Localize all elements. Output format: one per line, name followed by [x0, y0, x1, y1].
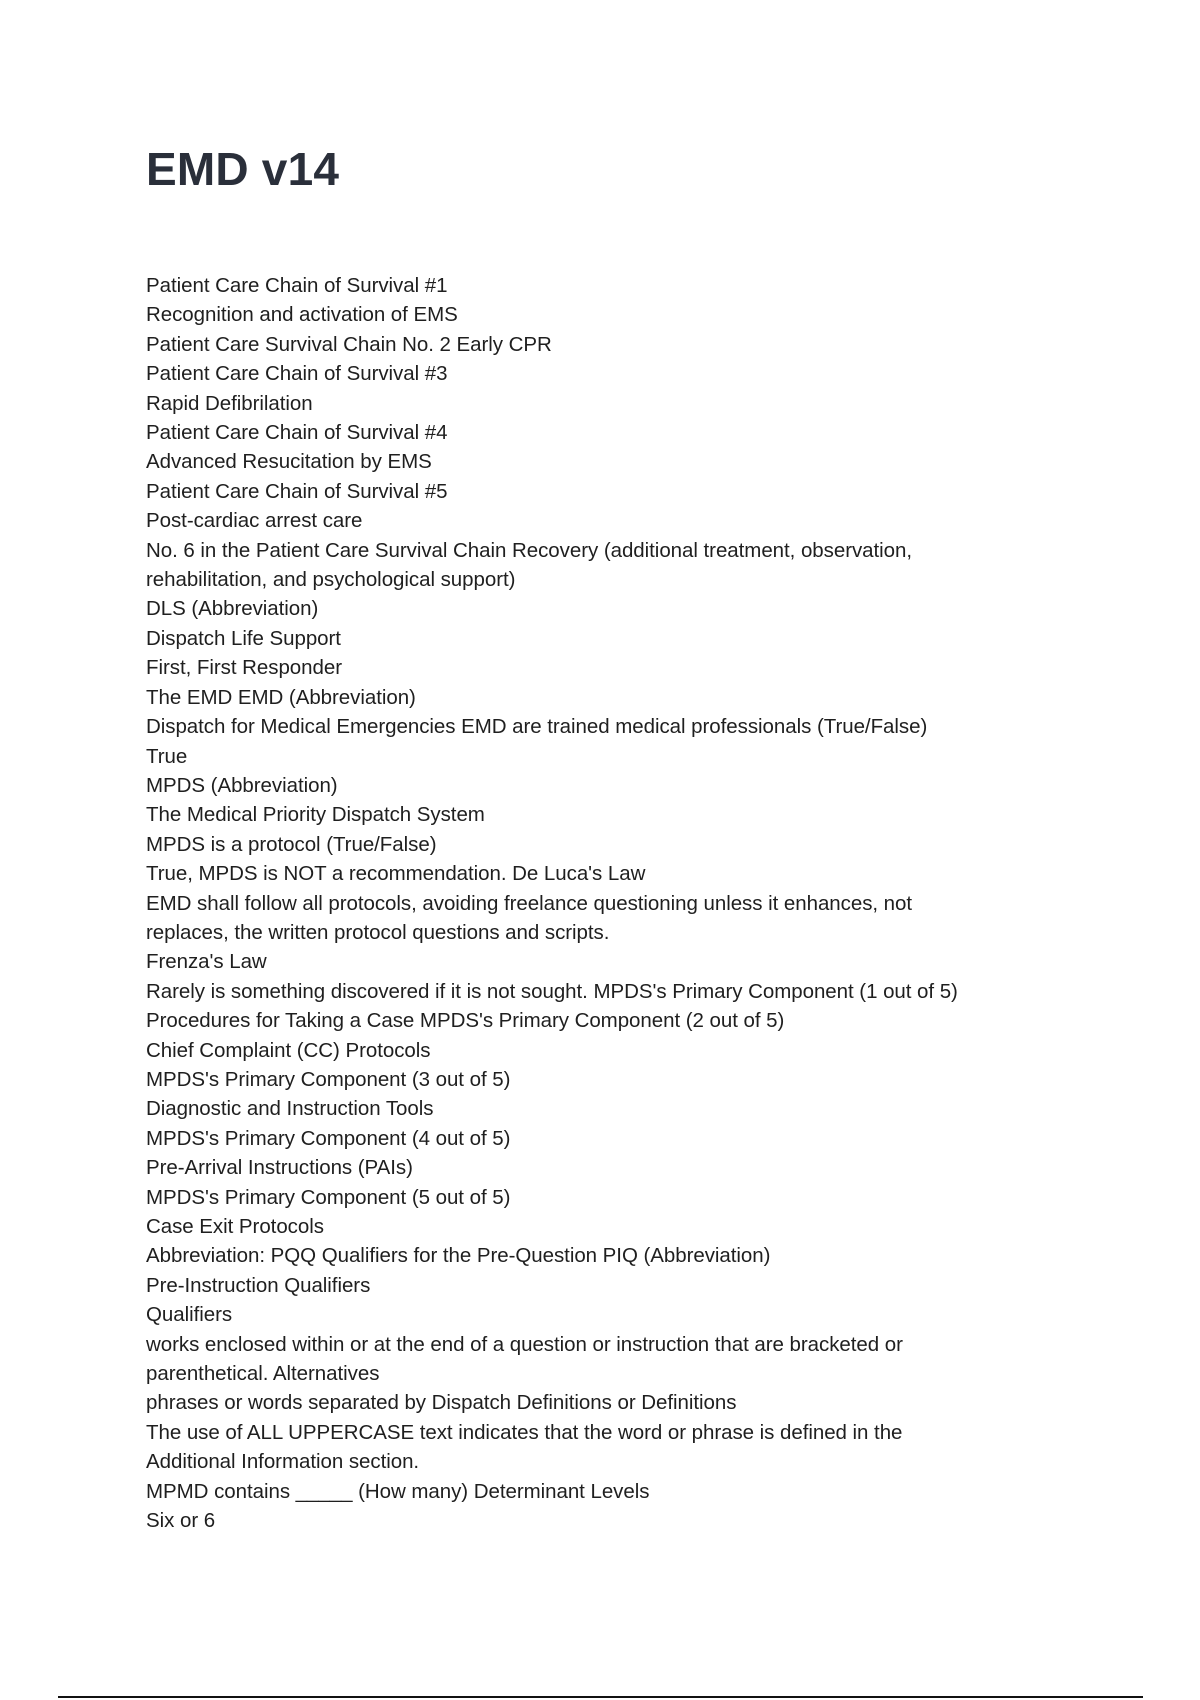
text-line: Pre-Instruction Qualifiers — [146, 1273, 371, 1297]
text-line: MPDS's Primary Component (3 out of 5) — [146, 1067, 511, 1091]
text-line: Abbreviation: PQQ Qualifiers for the Pre-Question PIQ (Abbreviation) — [146, 1244, 771, 1268]
text-line: Patient Care Chain of Survival #5 — [146, 479, 448, 503]
text-line: Recognition and activation of EMS — [146, 303, 458, 327]
text-line: True — [146, 744, 188, 768]
text-line: parenthetical. Alternatives — [146, 1362, 380, 1386]
text-line: Dispatch Life Support — [146, 626, 341, 650]
text-line: MPDS (Abbreviation) — [146, 773, 338, 797]
text-line: Additional Information section. — [146, 1450, 420, 1474]
text-line: MPDS's Primary Component (5 out of 5) — [146, 1185, 511, 1209]
text-line: Diagnostic and Instruction Tools — [146, 1097, 434, 1121]
document-body — [146, 271, 1046, 1535]
text-line: The use of ALL UPPERCASE text indicates that the word or phrase is defined in the — [146, 1420, 903, 1444]
text-line: Rarely is something discovered if it is not sought. MPDS's Primary Component (1 out of 5) — [146, 979, 958, 1003]
text-line: Qualifiers — [146, 1303, 233, 1327]
text-line: Patient Care Survival Chain No. 2 Early CPR — [146, 332, 552, 356]
text-line: Post-cardiac arrest care — [146, 509, 363, 533]
text-line: MPDS's Primary Component (4 out of 5) — [146, 1126, 511, 1150]
page-bottom-rule — [58, 1696, 1143, 1698]
text-line: The EMD EMD (Abbreviation) — [146, 685, 416, 709]
text-line: Dispatch for Medical Emergencies EMD are trained medical professionals (True/False) — [146, 715, 928, 739]
text-line: No. 6 in the Patient Care Survival Chain Recovery (additional treatment, observation, — [146, 538, 913, 562]
text-line: EMD shall follow all protocols, avoiding freelance questioning unless it enhances, not — [146, 891, 913, 915]
text-line: Procedures for Taking a Case MPDS's Primary Component (2 out of 5) — [146, 1009, 785, 1033]
text-line: Pre-Arrival Instructions (PAIs) — [146, 1156, 413, 1180]
text-line: Rapid Defibrilation — [146, 391, 313, 415]
text-line: Case Exit Protocols — [146, 1215, 324, 1238]
text-line: Patient Care Chain of Survival #4 — [146, 421, 448, 445]
text-line: DLS (Abbreviation) — [146, 597, 319, 621]
page-title: EMD v14 — [146, 143, 340, 195]
text-line: Patient Care Chain of Survival #1 — [146, 274, 448, 297]
text-line: Six or 6 — [146, 1509, 216, 1533]
text-line: replaces, the written protocol questions and scripts. — [146, 920, 610, 944]
text-line: Frenza's Law — [146, 950, 267, 974]
text-line: Chief Complaint (CC) Protocols — [146, 1038, 431, 1062]
text-line: phrases or words separated by Dispatch Definitions or Definitions — [146, 1391, 737, 1415]
text-line: MPMD contains _____ (How many) Determinant Levels — [146, 1479, 650, 1503]
text-line: First, First Responder — [146, 656, 342, 680]
text-line: rehabilitation, and psychological support) — [146, 568, 516, 592]
text-line: The Medical Priority Dispatch System — [146, 803, 485, 827]
text-line: Patient Care Chain of Survival #3 — [146, 362, 448, 386]
text-line: Advanced Resucitation by EMS — [146, 450, 432, 474]
text-line: MPDS is a protocol (True/False) — [146, 832, 437, 856]
text-line: works enclosed within or at the end of a question or instruction that are bracketed or — [146, 1332, 903, 1356]
text-line: True, MPDS is NOT a recommendation. De Luca's Law — [146, 862, 646, 886]
